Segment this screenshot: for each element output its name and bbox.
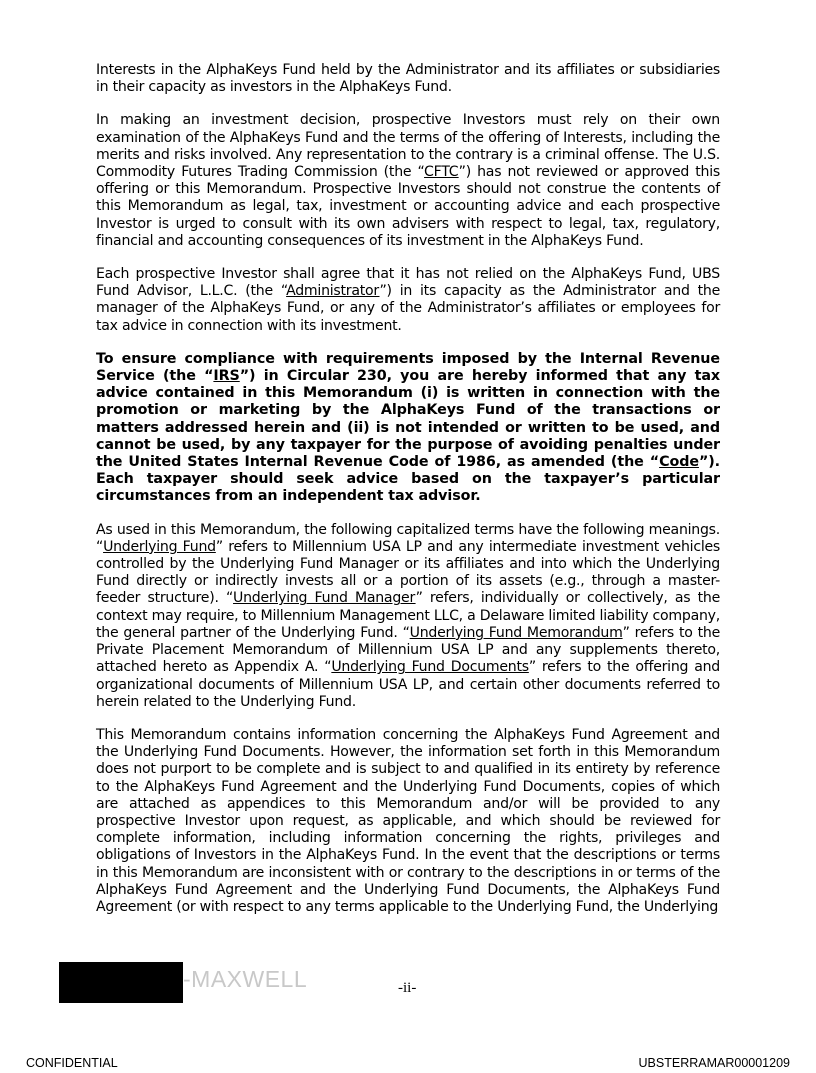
footer-name-fragment: -MAXWELL <box>183 966 308 992</box>
paragraph-5-text-c: ” refers, individually or collectively, as the context may require, to Millennium Management LLC, a Delaware limited liability company, the general partner of the Underlying Fund. “ <box>96 590 720 641</box>
paragraph-4-text-a: To ensure compliance with requirements imposed by the Internal Revenue Service (the “ <box>96 350 720 385</box>
defined-term-code: Code <box>659 454 699 471</box>
paragraph-4-text-b: ”) in Circular 230, you are hereby informed that any tax advice contained in this Memorandum (i) is written in connection with the promotion or marketing by the AlphaKeys Fund of the transactions or matters addressed herein and (ii) is not intended or written to be used, and cannot be used, by any taxpayer for the purpose of avoiding penalties under the United States Internal Revenue Code of 1986, as amended (the “ <box>96 368 720 471</box>
paragraph-5-text-a: As used in this Memorandum, the following capitalized terms have the following meanings. “ <box>96 521 720 555</box>
defined-term-underlying-fund-documents: Underlying Fund Documents <box>331 659 529 676</box>
paragraph-1: Interests in the AlphaKeys Fund held by the Administrator and its affiliates or subsidiaries in their capacity as investors in the AlphaKeys Fund. <box>96 62 720 96</box>
paragraph-5-text-b: ” refers to Millennium USA LP and any intermediate investment vehicles controlled by the Underlying Fund Manager or its affiliates and into which the Underlying Fund directly or indirectly invests all or a portion of its assets (e.g., through a master-feeder structure). “ <box>96 538 720 607</box>
paragraph-2-text-a: In making an investment decision, prospective Investors must rely on their own examination of the AlphaKeys Fund and the terms of the offering of Interests, including the merits and risks involved. Any representation to the contrary is a criminal offense. The U.S. Commodity Futures Trading Commission (the “ <box>96 112 720 181</box>
paragraph-2 <box>96 112 720 250</box>
paragraph-3-text-a: Each prospective Investor shall agree that it has not relied on the AlphaKeys Fund, UBS Fund Advisor, L.L.C. (the “ <box>96 266 720 300</box>
paragraph-4-text-c: ”). Each taxpayer should seek advice based on the taxpayer’s particular circumstances from an independent tax advisor. <box>96 454 720 505</box>
page-number: -ii- <box>398 980 417 996</box>
defined-term-cftc: CFTC <box>424 164 459 181</box>
paragraph-6: This Memorandum contains information concerning the AlphaKeys Fund Agreement and the Underlying Fund Documents. However, the information set forth in this Memorandum does not purport to be complete and is subject to and qualified in its entirety by reference to the AlphaKeys Fund Agreement and the Underlying Fund Documents, copies of which are attached as appendices to this Memorandum and/or will be provided to any prospective Investor upon request, as applicable, and which should be reviewed for complete information, including information concerning the rights, privileges and obligations of Investors in the AlphaKeys Fund. In the event that the descriptions or terms in this Memorandum are inconsistent with or contrary to the descriptions in or terms of the AlphaKeys Fund Agreement and the Underlying Fund Documents, the AlphaKeys Fund Agreement (or with respect to any terms applicable to the Underlying Fund, the Underlying <box>96 726 720 915</box>
redaction-block <box>59 962 183 1003</box>
defined-term-administrator: Administrator <box>286 283 380 300</box>
paragraph-5-text-d: ” refers to the Private Placement Memorandum of Millennium USA LP and any supplements thereto, attached hereto as Appendix A. “ <box>96 624 720 676</box>
paragraph-2-text-b: ”) has not reviewed or approved this offering or this Memorandum. Prospective Investors should not construe the contents of this Memorandum as legal, tax, investment or accounting advice and each prospective Investor is urged to consult with its own advisers with respect to legal, tax, regulatory, financial and accounting consequences of its investment in the AlphaKeys Fund. <box>96 164 720 249</box>
paragraph-5 <box>96 522 720 711</box>
tax-disclosure-paragraph <box>96 351 720 506</box>
paragraph-5-text-e: ” refers to the offering and organizational documents of Millennium USA LP, and certain other documents referred to herein related to the Underlying Fund. <box>96 659 720 710</box>
defined-term-underlying-fund-manager: Underlying Fund Manager <box>233 590 416 607</box>
defined-term-irs: IRS <box>213 368 240 385</box>
paragraph-3 <box>96 266 720 335</box>
document-body <box>96 62 720 932</box>
defined-term-underlying-fund-memorandum: Underlying Fund Memorandum <box>409 624 623 641</box>
paragraph-3-text-b: ”) in its capacity as the Administrator and the manager of the AlphaKeys Fund, or any of the Administrator’s affiliates or employees for tax advice in connection with its investment. <box>96 283 720 334</box>
bates-number: UBSTERRAMAR00001209 <box>638 1056 790 1070</box>
confidential-label: CONFIDENTIAL <box>26 1056 118 1070</box>
defined-term-underlying-fund: Underlying Fund <box>103 538 216 555</box>
